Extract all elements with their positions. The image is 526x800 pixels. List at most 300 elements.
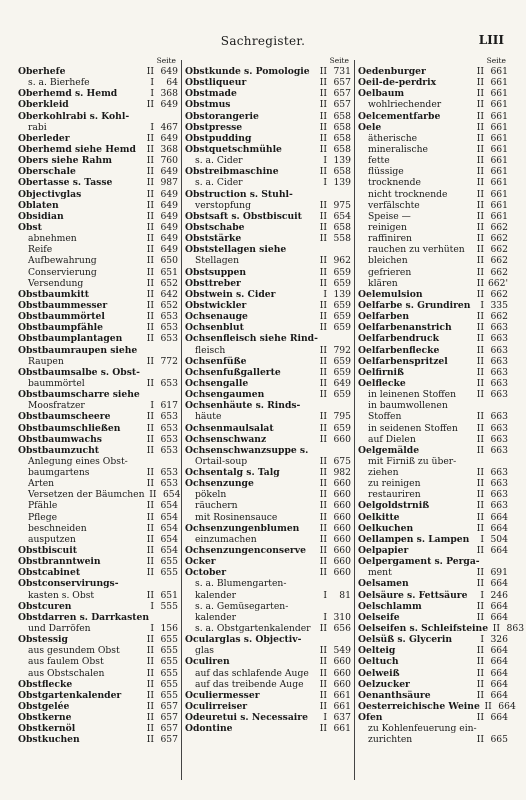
index-entry bbox=[18, 723, 178, 734]
entry-page: 657 bbox=[333, 88, 351, 100]
entry-term: zu reinigen bbox=[368, 478, 421, 490]
index-entry bbox=[18, 679, 178, 690]
entry-term: Oesterreichische Weine bbox=[358, 701, 480, 713]
entry-volume: II bbox=[476, 288, 484, 300]
entry-volume: II bbox=[146, 299, 154, 311]
entry-volume: II bbox=[319, 522, 327, 534]
index-entry bbox=[185, 356, 351, 367]
index-entry bbox=[18, 668, 178, 679]
entry-term: fette bbox=[368, 155, 390, 167]
entry-volume: II bbox=[476, 545, 484, 557]
entry-page: 655 bbox=[160, 645, 178, 657]
entry-volume: II bbox=[146, 199, 154, 211]
entry-volume: II bbox=[319, 266, 327, 278]
index-entry bbox=[18, 278, 178, 289]
entry-volume: II bbox=[476, 210, 484, 222]
entry-volume: I bbox=[150, 623, 154, 635]
entry-volume: II bbox=[146, 556, 154, 568]
entry-volume: II bbox=[476, 110, 484, 122]
index-entry bbox=[185, 345, 351, 356]
entry-volume: II bbox=[319, 199, 327, 211]
entry-page: 664 bbox=[498, 701, 516, 713]
index-entry bbox=[358, 445, 508, 456]
index-entry bbox=[18, 478, 178, 489]
entry-volume: II bbox=[319, 467, 327, 479]
entry-volume: II bbox=[146, 377, 154, 389]
entry-page: 663 bbox=[490, 389, 508, 401]
entry-term: Objectivglas bbox=[18, 188, 82, 200]
index-entry bbox=[18, 367, 178, 378]
index-entry bbox=[358, 578, 508, 589]
index-entry bbox=[358, 211, 508, 222]
entry-volume: II bbox=[146, 411, 154, 423]
entry-volume: II bbox=[476, 155, 484, 167]
entry-term: mineralische bbox=[368, 143, 428, 155]
entry-term: gefrieren bbox=[368, 266, 412, 278]
entry-volume: II bbox=[319, 723, 327, 735]
entry-term: Obstkerne bbox=[18, 712, 72, 724]
index-entry bbox=[185, 556, 351, 567]
entry-volume: II bbox=[146, 689, 154, 701]
entry-page: 962 bbox=[333, 255, 351, 267]
entry-term: Oculirreiser bbox=[185, 701, 248, 713]
entry-term: Oberschale bbox=[18, 166, 76, 178]
index-entry bbox=[185, 322, 351, 333]
entry-volume: II bbox=[476, 689, 484, 701]
entry-page: 335 bbox=[490, 299, 508, 311]
entry-term: Versendung bbox=[28, 277, 84, 289]
entry-page: 664 bbox=[490, 545, 508, 557]
entry-page: 467 bbox=[160, 121, 178, 133]
entry-page: 987 bbox=[160, 177, 178, 189]
index-entry bbox=[358, 567, 508, 578]
index-entry bbox=[18, 111, 178, 122]
entry-term: Oelfarbendruck bbox=[358, 333, 439, 345]
entry-volume: II bbox=[476, 678, 484, 690]
index-entry bbox=[18, 545, 178, 556]
entry-page: 653 bbox=[160, 422, 178, 434]
entry-volume: II bbox=[146, 522, 154, 534]
entry-volume: II bbox=[476, 221, 484, 233]
index-entry bbox=[185, 500, 351, 511]
entry-page: 655 bbox=[160, 667, 178, 679]
entry-term: verfälschte bbox=[368, 199, 420, 211]
index-entry bbox=[358, 300, 508, 311]
entry-term: Obstgelée bbox=[18, 701, 70, 713]
entry-page: 660 bbox=[333, 678, 351, 690]
entry-volume: II bbox=[146, 645, 154, 657]
entry-term: Stellagen bbox=[195, 255, 240, 267]
entry-term: Oelteig bbox=[358, 645, 396, 657]
entry-term: Obstmus bbox=[185, 99, 231, 111]
entry-term: Moosfratzer bbox=[28, 400, 85, 412]
entry-term: Oelcementfarbe bbox=[358, 110, 441, 122]
index-entry bbox=[18, 690, 178, 701]
entry-page: 661 bbox=[490, 88, 508, 100]
entry-page: 661 bbox=[333, 701, 351, 713]
index-entry bbox=[358, 189, 508, 200]
entry-volume: II bbox=[476, 645, 484, 657]
entry-term: Oelfarben bbox=[358, 311, 410, 323]
entry-page: 651 bbox=[160, 589, 178, 601]
entry-page: 649 bbox=[160, 221, 178, 233]
index-entry bbox=[358, 333, 508, 344]
entry-page: 659 bbox=[333, 322, 351, 334]
entry-volume: II bbox=[484, 701, 492, 713]
entry-term: Obststärke bbox=[185, 233, 242, 245]
entry-page: 663 bbox=[490, 411, 508, 423]
entry-term: Odeuretui s. Necessaire bbox=[185, 712, 308, 724]
entry-term: baumgartens bbox=[28, 467, 90, 479]
entry-page: 654 bbox=[160, 511, 178, 523]
entry-term: Raupen bbox=[28, 355, 64, 367]
entry-page: 664 bbox=[490, 712, 508, 724]
entry-term: Oculiren bbox=[185, 656, 230, 668]
entry-page: 649 bbox=[160, 66, 178, 77]
entry-volume: II bbox=[319, 255, 327, 267]
entry-page: 653 bbox=[160, 322, 178, 334]
entry-page: 663 bbox=[490, 444, 508, 456]
entry-term: Oelflecke bbox=[358, 377, 406, 389]
index-entry bbox=[358, 668, 508, 679]
entry-page: 658 bbox=[333, 110, 351, 122]
entry-page: 649 bbox=[160, 188, 178, 200]
entry-page: 660 bbox=[333, 511, 351, 523]
entry-term: s. a. Obstgartenkalender bbox=[195, 623, 311, 635]
entry-page: 654 bbox=[160, 533, 178, 545]
entry-page: 661 bbox=[490, 155, 508, 167]
entry-volume: II bbox=[146, 322, 154, 334]
entry-page: 664 bbox=[490, 656, 508, 668]
entry-volume: II bbox=[319, 66, 327, 77]
entry-volume: II bbox=[319, 433, 327, 445]
entry-term: Ochsenzungenblumen bbox=[185, 522, 300, 534]
entry-term: Obstbaumpfähle bbox=[18, 322, 103, 334]
entry-volume: II bbox=[319, 645, 327, 657]
index-entry bbox=[358, 133, 508, 144]
entry-term: Oelpergament s. Perga- bbox=[358, 556, 480, 568]
entry-page: 660 bbox=[333, 667, 351, 679]
entry-volume: II bbox=[146, 188, 154, 200]
entry-term: Ochsenschwanzsuppe s. bbox=[185, 444, 309, 456]
entry-term: Obstwein s. Cider bbox=[185, 288, 276, 300]
entry-term: Obstorangerie bbox=[185, 110, 259, 122]
entry-volume: II bbox=[476, 88, 484, 100]
entry-volume: II bbox=[476, 366, 484, 378]
index-entry bbox=[358, 723, 508, 734]
entry-volume: II bbox=[476, 311, 484, 323]
entry-term: Oberkleid bbox=[18, 99, 69, 111]
entry-term: Pflege bbox=[28, 511, 58, 523]
entry-volume: I bbox=[480, 299, 484, 311]
entry-volume: II bbox=[146, 221, 154, 233]
entry-volume: II bbox=[476, 344, 484, 356]
entry-term: Ocularglas s. Objectiv- bbox=[185, 634, 302, 646]
entry-volume: II bbox=[476, 277, 484, 289]
entry-term: glas bbox=[195, 645, 215, 657]
entry-volume: I bbox=[480, 533, 484, 545]
index-entry bbox=[18, 133, 178, 144]
entry-page: 731 bbox=[333, 66, 351, 77]
entry-term: trocknende bbox=[368, 177, 421, 189]
entry-volume: II bbox=[319, 500, 327, 512]
entry-page: 81 bbox=[339, 589, 351, 601]
entry-term: Reife bbox=[28, 244, 53, 256]
entry-volume: II bbox=[476, 567, 484, 579]
entry-term: restauriren bbox=[368, 489, 421, 501]
entry-page: 661 bbox=[490, 132, 508, 144]
index-entry bbox=[185, 333, 351, 344]
index-entry bbox=[185, 445, 351, 456]
entry-volume: II bbox=[319, 656, 327, 668]
index-entry bbox=[358, 278, 508, 289]
entry-term: Obstbaumplantagen bbox=[18, 333, 123, 345]
entry-term: Oedenburger bbox=[358, 66, 426, 77]
index-entry bbox=[185, 300, 351, 311]
entry-term: Ochsentalg s. Talg bbox=[185, 467, 280, 479]
entry-page: 663 bbox=[490, 377, 508, 389]
index-entry bbox=[358, 612, 508, 623]
index-entry bbox=[358, 66, 508, 77]
entry-term: Ochsenschwanz bbox=[185, 433, 267, 445]
entry-term: Obstruction s. Stuhl- bbox=[185, 188, 293, 200]
entry-term: Oberhefe bbox=[18, 66, 66, 77]
entry-page: 659 bbox=[333, 299, 351, 311]
index-entry bbox=[185, 668, 351, 679]
index-entry bbox=[185, 567, 351, 578]
entry-term: Obstconservirungs- bbox=[18, 578, 119, 590]
index-entry bbox=[185, 679, 351, 690]
index-entry bbox=[18, 523, 178, 534]
entry-page: 653 bbox=[160, 377, 178, 389]
entry-term: Ochsenblut bbox=[185, 322, 244, 334]
entry-term: Ocker bbox=[185, 556, 216, 568]
entry-volume: II bbox=[476, 611, 484, 623]
entry-page: 653 bbox=[160, 444, 178, 456]
index-entry bbox=[185, 489, 351, 500]
entry-page: 664 bbox=[490, 689, 508, 701]
entry-volume: II bbox=[319, 623, 327, 635]
entry-term: Stoffen bbox=[368, 411, 402, 423]
entry-page: 658 bbox=[333, 132, 351, 144]
entry-page: 659 bbox=[333, 277, 351, 289]
index-entry bbox=[185, 144, 351, 155]
index-entry bbox=[185, 523, 351, 534]
index-entry bbox=[185, 590, 351, 601]
entry-page: 637 bbox=[333, 712, 351, 724]
entry-volume: II bbox=[146, 210, 154, 222]
index-entry bbox=[18, 701, 178, 712]
entry-term: s. a. Gemüsegarten- bbox=[195, 600, 289, 612]
entry-term: Speise — bbox=[368, 210, 411, 222]
entry-volume: II bbox=[146, 233, 154, 245]
entry-page: 653 bbox=[160, 311, 178, 323]
index-entry bbox=[185, 278, 351, 289]
entry-page: 795 bbox=[333, 411, 351, 423]
entry-page: 649 bbox=[160, 132, 178, 144]
entry-volume: II bbox=[476, 422, 484, 434]
entry-term: in leinenen Stoffen bbox=[368, 389, 457, 401]
entry-term: Oblaten bbox=[18, 199, 59, 211]
entry-term: Versetzen der Bäumchen bbox=[28, 489, 145, 501]
index-entry bbox=[18, 556, 178, 567]
entry-volume: II bbox=[476, 444, 484, 456]
entry-volume: II bbox=[476, 578, 484, 590]
entry-term: Oelkitte bbox=[358, 511, 400, 523]
entry-term: flüssige bbox=[368, 166, 404, 178]
entry-page: 663 bbox=[490, 344, 508, 356]
index-entry bbox=[358, 556, 508, 567]
entry-term: abnehmen bbox=[28, 233, 77, 245]
entry-term: Oeil-de-perdrix bbox=[358, 77, 437, 89]
entry-page: 661 bbox=[490, 166, 508, 178]
index-entry bbox=[185, 645, 351, 656]
entry-volume: II bbox=[476, 188, 484, 200]
entry-volume: I bbox=[323, 177, 327, 189]
entry-term: Oele bbox=[358, 121, 382, 133]
page-number: LIII bbox=[478, 33, 504, 47]
entry-page: 661 bbox=[333, 723, 351, 735]
entry-page: 555 bbox=[160, 600, 178, 612]
index-entry bbox=[185, 88, 351, 99]
entry-term: Aufbewahrung bbox=[28, 255, 97, 267]
entry-page: 650 bbox=[160, 255, 178, 267]
entry-term: Obstsaft s. Obstbiscuit bbox=[185, 210, 302, 222]
entry-page: 653 bbox=[160, 333, 178, 345]
index-entry bbox=[18, 634, 178, 645]
entry-term: ätherische bbox=[368, 132, 418, 144]
entry-term: Oelsäure s. Fettsäure bbox=[358, 589, 468, 601]
entry-volume: II bbox=[319, 478, 327, 490]
entry-term: ziehen bbox=[368, 467, 399, 479]
entry-page: 863 bbox=[506, 623, 525, 635]
index-entry bbox=[18, 77, 178, 88]
index-entry bbox=[18, 567, 178, 578]
entry-page: 664 bbox=[490, 645, 508, 657]
entry-term: aus gesundem Obst bbox=[28, 645, 120, 657]
index-entry bbox=[185, 400, 351, 411]
entry-term: Oberleder bbox=[18, 132, 70, 144]
entry-term: Obstbaumsalbe s. Obst- bbox=[18, 366, 140, 378]
index-entry bbox=[185, 612, 351, 623]
entry-volume: II bbox=[146, 155, 154, 167]
index-entry bbox=[185, 244, 351, 255]
index-entry bbox=[358, 500, 508, 511]
entry-page: 772 bbox=[160, 355, 178, 367]
entry-page: 658 bbox=[333, 143, 351, 155]
entry-page: 310 bbox=[333, 611, 351, 623]
entry-volume: II bbox=[146, 712, 154, 724]
index-entry bbox=[18, 489, 181, 501]
entry-term: mit Firniß zu über- bbox=[368, 455, 457, 467]
entry-term: Oelfarbenflecke bbox=[358, 344, 440, 356]
index-entry bbox=[185, 378, 351, 389]
index-entry bbox=[185, 255, 351, 266]
entry-page: 654 bbox=[333, 210, 351, 222]
index-entry bbox=[18, 322, 178, 333]
entry-term: Obstbaumscheere bbox=[18, 411, 111, 423]
index-entry bbox=[358, 222, 508, 233]
entry-term: Ochsengaumen bbox=[185, 389, 265, 401]
entry-volume: I bbox=[323, 589, 327, 601]
entry-term: Ochsenzungenconserve bbox=[185, 545, 306, 557]
index-entry bbox=[185, 467, 351, 478]
index-entry bbox=[358, 645, 508, 656]
index-entry bbox=[358, 88, 508, 99]
entry-page: 649 bbox=[160, 210, 178, 222]
entry-volume: II bbox=[319, 533, 327, 545]
entry-term: Oelgemälde bbox=[358, 444, 420, 456]
index-entry bbox=[358, 734, 508, 745]
entry-volume: II bbox=[146, 734, 154, 746]
entry-term: aus faulem Obst bbox=[28, 656, 104, 668]
entry-term: Oelfirniß bbox=[358, 366, 405, 378]
index-entry bbox=[185, 66, 351, 77]
entry-page: 663 bbox=[490, 366, 508, 378]
index-entry bbox=[185, 222, 351, 233]
entry-volume: II bbox=[146, 701, 154, 713]
entry-volume: II bbox=[146, 467, 154, 479]
entry-page: 661 bbox=[490, 77, 508, 89]
entry-volume: II bbox=[319, 233, 327, 245]
entry-volume: I bbox=[323, 611, 327, 623]
entry-page: 653 bbox=[160, 433, 178, 445]
index-entry bbox=[185, 578, 351, 589]
index-entry bbox=[185, 456, 351, 467]
index-column-2 bbox=[185, 55, 351, 790]
entry-term: reinigen bbox=[368, 221, 407, 233]
entry-volume: II bbox=[146, 589, 154, 601]
entry-term: wohlriechender bbox=[368, 99, 442, 111]
index-entry bbox=[358, 590, 508, 601]
entry-term: Oberkohlrabi s. Kohl- bbox=[18, 110, 130, 122]
entry-page: 663 bbox=[490, 500, 508, 512]
entry-volume: II bbox=[476, 132, 484, 144]
entry-volume: II bbox=[319, 355, 327, 367]
entry-volume: II bbox=[319, 143, 327, 155]
entry-volume: II bbox=[319, 88, 327, 100]
index-entry bbox=[358, 545, 508, 556]
entry-page: 655 bbox=[160, 556, 178, 568]
entry-term: Oberhemd s. Hemd bbox=[18, 88, 118, 100]
entry-volume: II bbox=[146, 166, 154, 178]
index-entry bbox=[185, 701, 351, 712]
index-entry bbox=[18, 612, 178, 623]
entry-term: Obstflecke bbox=[18, 678, 73, 690]
entry-term: beschneiden bbox=[28, 522, 87, 534]
entry-volume: I bbox=[323, 288, 327, 300]
entry-volume: II bbox=[319, 299, 327, 311]
entry-volume: II bbox=[476, 66, 484, 77]
entry-volume: II bbox=[476, 600, 484, 612]
entry-page: 660 bbox=[333, 556, 351, 568]
entry-page: 664 bbox=[490, 578, 508, 590]
entry-page: 664 bbox=[490, 678, 508, 690]
entry-page: 662 bbox=[490, 233, 508, 245]
index-entry bbox=[18, 645, 178, 656]
entry-page: 660 bbox=[333, 478, 351, 490]
entry-term: Oelschlamm bbox=[358, 600, 422, 612]
entry-page: 654 bbox=[160, 545, 178, 557]
entry-volume: II bbox=[146, 567, 154, 579]
entry-term: kasten s. Obst bbox=[28, 589, 95, 601]
entry-volume: II bbox=[146, 478, 154, 490]
entry-term: Obstbaumraupen siehe bbox=[18, 344, 138, 356]
entry-volume: II bbox=[476, 500, 484, 512]
entry-volume: II bbox=[476, 199, 484, 211]
entry-page: 660 bbox=[333, 500, 351, 512]
index-entry bbox=[185, 233, 351, 244]
